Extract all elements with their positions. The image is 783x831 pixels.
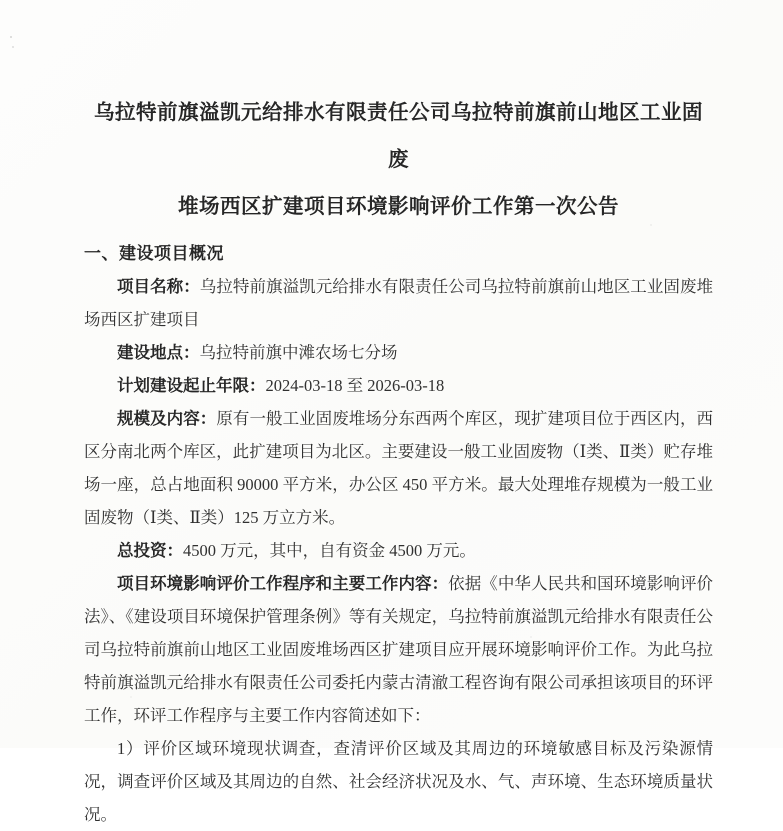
paragraph-location: [84, 336, 713, 369]
document-body: [84, 237, 713, 831]
field-label-location: 建设地点：: [117, 343, 200, 362]
field-value-schedule: 2024-03-18 至 2026-03-18: [265, 376, 445, 395]
section-heading-project-overview: 一、建设项目概况: [84, 244, 224, 263]
paragraph-eia-procedure: [84, 567, 713, 732]
field-value-project-name: 乌拉特前旗溢凯元给排水有限责任公司乌拉特前旗前山地区工业固废堆场西区扩建项目: [84, 277, 714, 329]
scan-noise-speck: [10, 36, 12, 38]
field-value-eia-procedure: 依据《中华人民共和国环境影响评价法》、《建设项目环境保护管理条例》等有关规定，乌拉特前旗溢凯元给排水有限责任公司乌拉特前旗前山地区工业固废堆场西区扩建项目应开展环境影响评价工作。为此乌拉特前旗溢凯元给排水有限责任公司委托内蒙古清澈工程咨询有限公司承担该项目的环评工作，环评工作程序与主要工作内容简述如下：: [84, 574, 714, 725]
field-value-step-1: 1）评价区域环境现状调查，查清评价区域及其周边的环境敏感目标及污染源情况，调查评价区域及其周边的自然、社会经济状况及水、气、声环境、生态环境质量状况。: [84, 739, 713, 824]
field-value-investment: 4500 万元，其中，自有资金 4500 万元。: [183, 541, 476, 560]
field-value-scale-content: 原有一般工业固废堆场分东西两个库区，现扩建项目位于西区内，西区分南北两个库区，此扩建项目为北区。主要建设一般工业固废物（Ⅰ类、Ⅱ类）贮存堆场一座，总占地面积 90000 平方米，办公区 450 平方米。最大处理堆存规模为一般工业固废物（Ⅰ类、Ⅱ类）125 万立方米。: [84, 409, 714, 527]
field-label-scale-content: 规模及内容：: [117, 409, 217, 428]
paragraph-project-name: [84, 270, 713, 336]
paragraph-scale-content: [84, 402, 713, 534]
field-value-location: 乌拉特前旗中滩农场七分场: [199, 343, 398, 362]
field-label-investment: 总投资：: [117, 541, 183, 560]
title-line-2: 堆场西区扩建项目环境影响评价工作第一次公告: [178, 196, 619, 218]
title-line-1: 乌拉特前旗溢凯元给排水有限责任公司乌拉特前旗前山地区工业固废: [94, 102, 703, 171]
paragraph-investment: [84, 534, 713, 567]
field-label-eia-procedure: 项目环境影响评价工作程序和主要工作内容：: [117, 574, 449, 593]
field-label-project-name: 项目名称：: [117, 277, 200, 296]
paragraph-schedule: [84, 369, 713, 402]
paragraph-step-1: [84, 732, 713, 831]
document-title: [84, 90, 713, 231]
field-label-schedule: 计划建设起止年限：: [117, 376, 266, 395]
